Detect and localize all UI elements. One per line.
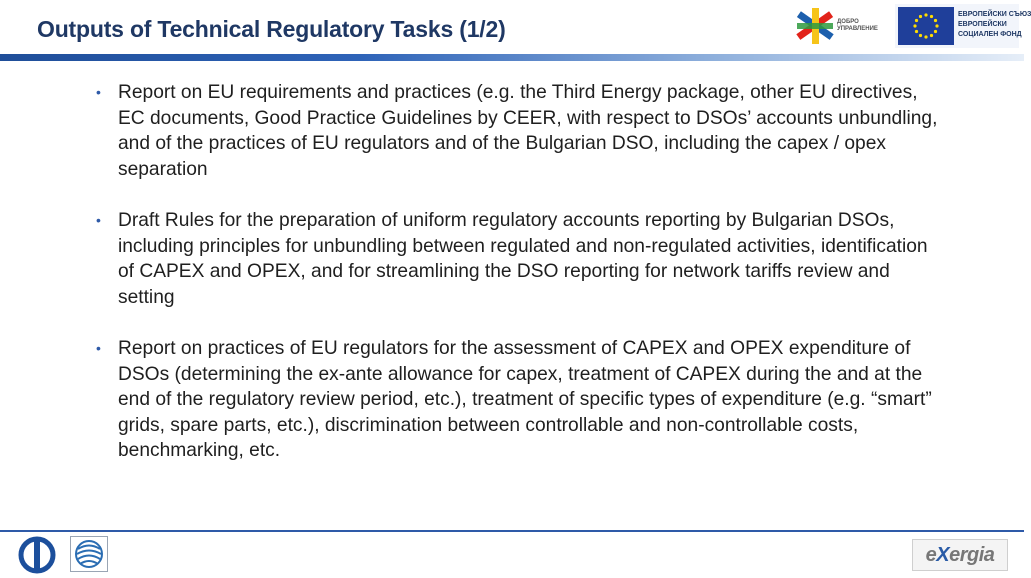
regulator-logo-icon xyxy=(70,536,108,572)
exergia-x: X xyxy=(936,544,950,566)
exergia-logo xyxy=(912,539,1008,571)
bullet-text: Report on practices of EU regulators for the assessment of CAPEX and OPEX expenditure of DSOs (determining the ex-ante allowance for capex, treatment of CAPEX during the and at the end of the regulatory review period, etc.), treatment of specific types of expenditure (e.g. “smart” grids, spare parts, etc.), discrimination between controllable and non-controllable costs, benchmarking, etc. xyxy=(118,337,932,462)
bullet-dot-icon: • xyxy=(96,211,101,228)
eu-fund-line: ЕВРОПЕЙСКИ СЪЮЗ xyxy=(958,11,1031,18)
bullet-item xyxy=(96,208,946,310)
exergia-suffix: ergia xyxy=(949,544,995,566)
exergia-prefix: e xyxy=(925,544,937,566)
bullet-dot-icon: • xyxy=(96,339,101,356)
good-governance-logo xyxy=(793,6,893,46)
slide-title: Outputs of Technical Regulatory Tasks (1/2) xyxy=(37,16,506,42)
bullet-dot-icon: • xyxy=(96,84,101,100)
bullet-list xyxy=(96,80,946,490)
title-underline-bar xyxy=(0,54,1024,61)
eu-fund-text xyxy=(958,10,1031,40)
eu-flag-icon xyxy=(898,7,954,45)
eu-fund-line: ЕВРОПЕЙСКИ xyxy=(958,21,1007,28)
bullet-text: Draft Rules for the preparation of uniform regulatory accounts reporting by Bulgarian DSOs, including principles for unbundling between regulated and non-regulated activities, identification of CAPEX and OPEX, and for streamlining the DSO reporting for network tariffs review and setting xyxy=(118,209,928,308)
eu-fund-line: СОЦИАЛЕН ФОНД xyxy=(958,31,1022,38)
good-governance-emblem-icon xyxy=(793,6,837,46)
good-governance-text: ДОБРО УПРАВЛЕНИЕ xyxy=(837,19,878,32)
bullet-text: Report on EU requirements and practices (e.g. the Third Energy package, other EU directives, EC documents, Good Practice Guidelines by CEER, with respect to DSOs’ accounts unbundling, and of the practices of EU regulators and of the Bulgarian DSO, including the capex / opex separation xyxy=(118,82,938,180)
footer-divider xyxy=(0,530,1024,532)
bullet-item xyxy=(96,80,946,182)
ebrd-logo-icon xyxy=(18,537,56,573)
bullet-item xyxy=(96,336,946,464)
